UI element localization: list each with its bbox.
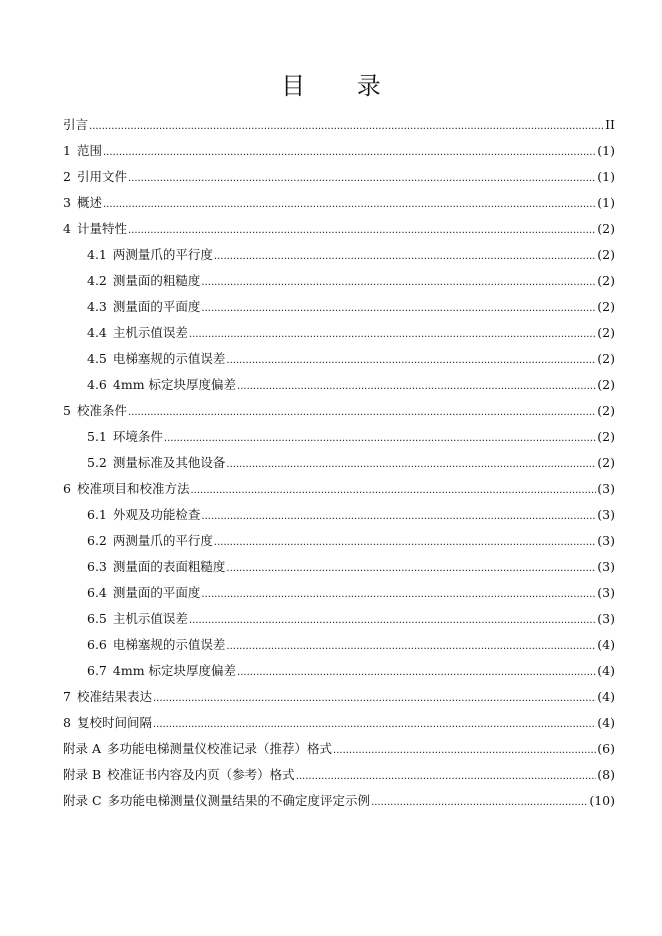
toc-entry-page: (1) [597, 195, 615, 210]
toc-entry-page: (3) [597, 611, 615, 626]
toc-entry[interactable] [63, 268, 615, 294]
toc-entry[interactable] [63, 190, 615, 216]
toc-entry[interactable] [63, 580, 615, 606]
toc-entry-page: (2) [597, 221, 615, 236]
toc-entry-title: 复校时间间隔 [76, 715, 152, 730]
toc-entry-page: (3) [597, 559, 615, 574]
toc-entry-title: 4mm 标定块厚度偏差 [112, 663, 237, 678]
toc-entry-title: 外观及功能检查 [112, 507, 201, 522]
toc-entry-page: (3) [597, 507, 615, 522]
toc-entry-number: 4.6 [87, 377, 107, 392]
toc-entry-title: 测量标准及其他设备 [112, 455, 226, 470]
toc-entry-number: 6.1 [87, 507, 107, 522]
toc-entry-number: 附录 C [63, 793, 102, 808]
toc-entry-page: (2) [597, 325, 615, 340]
toc-entry[interactable] [63, 424, 615, 450]
dot-leader [333, 736, 596, 764]
toc-entry-page: II [605, 117, 615, 132]
toc-entry-number: 2 [63, 169, 71, 184]
toc-entry-page: (2) [597, 377, 615, 392]
toc-entry[interactable] [63, 476, 615, 502]
toc-entry-title: 主机示值误差 [112, 611, 188, 626]
toc-entry-number: 6.3 [87, 559, 107, 574]
dot-leader [103, 190, 596, 218]
toc-entry-number: 4 [63, 221, 71, 236]
toc-entry-number: 3 [63, 195, 71, 210]
toc-entry[interactable] [63, 502, 615, 528]
toc-entry[interactable] [63, 528, 615, 554]
toc-entry-number: 4.2 [87, 273, 107, 288]
toc-entry-page: (3) [597, 533, 615, 548]
toc-entry-page: (3) [597, 585, 615, 600]
dot-leader [190, 476, 596, 504]
dot-leader [237, 658, 596, 686]
toc-entry-page: (2) [597, 273, 615, 288]
toc-entry[interactable] [63, 606, 615, 632]
dot-leader [189, 606, 596, 634]
toc-entry-number: 6.6 [87, 637, 107, 652]
page-title: 目 录 [281, 72, 403, 100]
toc-entry[interactable] [63, 372, 615, 398]
toc-entry-number: 附录 B [63, 767, 102, 782]
dot-leader [128, 164, 596, 192]
dot-leader [128, 398, 596, 426]
toc-entry-page: (4) [597, 715, 615, 730]
toc-entry-number: 5.1 [87, 429, 107, 444]
toc-entry-title: 两测量爪的平行度 [112, 247, 213, 262]
toc-entry-number: 6.7 [87, 663, 107, 678]
dot-leader [214, 528, 596, 556]
toc-entry[interactable] [63, 450, 615, 476]
toc-entry-number: 6 [63, 481, 71, 496]
toc-entry-page: (10) [589, 793, 615, 808]
toc-entry-page: (4) [597, 689, 615, 704]
toc-entry-page: (1) [597, 143, 615, 158]
toc-entry[interactable] [63, 788, 615, 814]
toc-entry-number: 6.2 [87, 533, 107, 548]
dot-leader [153, 684, 596, 712]
dot-leader [226, 554, 596, 582]
dot-leader [128, 216, 596, 244]
toc-entry-page: (4) [597, 663, 615, 678]
dot-leader [296, 762, 597, 790]
toc-entry-page: (2) [597, 351, 615, 366]
toc-entry-title: 校准结果表达 [76, 689, 152, 704]
toc-entry-title: 环境条件 [112, 429, 163, 444]
toc-entry[interactable] [63, 684, 615, 710]
toc-entry[interactable] [63, 112, 615, 138]
toc-entry-number: 7 [63, 689, 71, 704]
toc-entry[interactable] [63, 138, 615, 164]
toc-entry-page: (2) [597, 299, 615, 314]
dot-leader [214, 242, 596, 270]
toc-entry-title: 范围 [76, 143, 102, 158]
toc-entry[interactable] [63, 554, 615, 580]
dot-leader [89, 112, 604, 140]
toc-entry[interactable] [63, 762, 615, 788]
toc-entry-title: 引用文件 [76, 169, 127, 184]
toc-entry-page: (2) [597, 455, 615, 470]
toc-entry-page: (2) [597, 429, 615, 444]
dot-leader [201, 268, 596, 296]
dot-leader [371, 788, 588, 816]
toc-entry-page: (4) [597, 637, 615, 652]
toc-entry-number: 6.4 [87, 585, 107, 600]
toc-entry[interactable] [63, 710, 615, 736]
toc-entry-number: 4.3 [87, 299, 107, 314]
toc-entry-title: 多功能电梯测量仪测量结果的不确定度评定示例 [107, 793, 371, 808]
toc-entry-title: 校准项目和校准方法 [76, 481, 190, 496]
toc-entry-title: 校准条件 [76, 403, 127, 418]
toc-entry[interactable] [63, 346, 615, 372]
toc-entry-page: (6) [597, 741, 615, 756]
toc-entry-page: (1) [597, 169, 615, 184]
toc-entry-number: 1 [63, 143, 71, 158]
dot-leader [153, 710, 596, 738]
dot-leader [201, 580, 596, 608]
toc-entry[interactable] [63, 632, 615, 658]
toc-entry-title: 测量面的粗糙度 [112, 273, 201, 288]
dot-leader [226, 346, 596, 374]
toc-entry[interactable] [63, 216, 615, 242]
toc-entry-title: 两测量爪的平行度 [112, 533, 213, 548]
toc-entry-title: 电梯塞规的示值误差 [112, 637, 226, 652]
toc-entry-number: 附录 A [63, 741, 102, 756]
toc-entry[interactable] [63, 320, 615, 346]
toc-entry-number: 4.1 [87, 247, 107, 262]
toc-entry-page: (8) [597, 767, 615, 782]
toc-entry-number: 8 [63, 715, 71, 730]
toc-entry-title: 主机示值误差 [112, 325, 188, 340]
dot-leader [189, 320, 596, 348]
table-of-contents [63, 112, 615, 814]
dot-leader [164, 424, 596, 452]
toc-entry-title: 概述 [76, 195, 102, 210]
toc-entry-title: 测量面的平面度 [112, 585, 201, 600]
toc-entry-number: 5 [63, 403, 71, 418]
toc-entry-title: 测量面的表面粗糙度 [112, 559, 226, 574]
toc-entry-title: 测量面的平面度 [112, 299, 201, 314]
toc-entry-title: 计量特性 [76, 221, 127, 236]
toc-entry[interactable] [63, 736, 615, 762]
toc-entry-title: 校准证书内容及内页（参考）格式 [107, 767, 295, 782]
toc-entry[interactable] [63, 398, 615, 424]
toc-entry-title: 多功能电梯测量仪校准记录（推荐）格式 [107, 741, 333, 756]
toc-entry-title: 引言 [63, 117, 89, 132]
toc-entry[interactable] [63, 242, 615, 268]
toc-entry-title: 电梯塞规的示值误差 [112, 351, 226, 366]
toc-entry-number: 5.2 [87, 455, 107, 470]
dot-leader [201, 294, 596, 322]
dot-leader [201, 502, 596, 530]
toc-entry-page: (3) [597, 481, 615, 496]
toc-entry-page: (2) [597, 247, 615, 262]
dot-leader [226, 632, 596, 660]
toc-entry-number: 6.5 [87, 611, 107, 626]
dot-leader [226, 450, 596, 478]
toc-entry-number: 4.4 [87, 325, 107, 340]
toc-entry-number: 4.5 [87, 351, 107, 366]
toc-entry[interactable] [63, 294, 615, 320]
toc-entry[interactable] [63, 658, 615, 684]
dot-leader [103, 138, 596, 166]
toc-entry[interactable] [63, 164, 615, 190]
toc-entry-title: 4mm 标定块厚度偏差 [112, 377, 237, 392]
toc-entry-page: (2) [597, 403, 615, 418]
dot-leader [237, 372, 596, 400]
